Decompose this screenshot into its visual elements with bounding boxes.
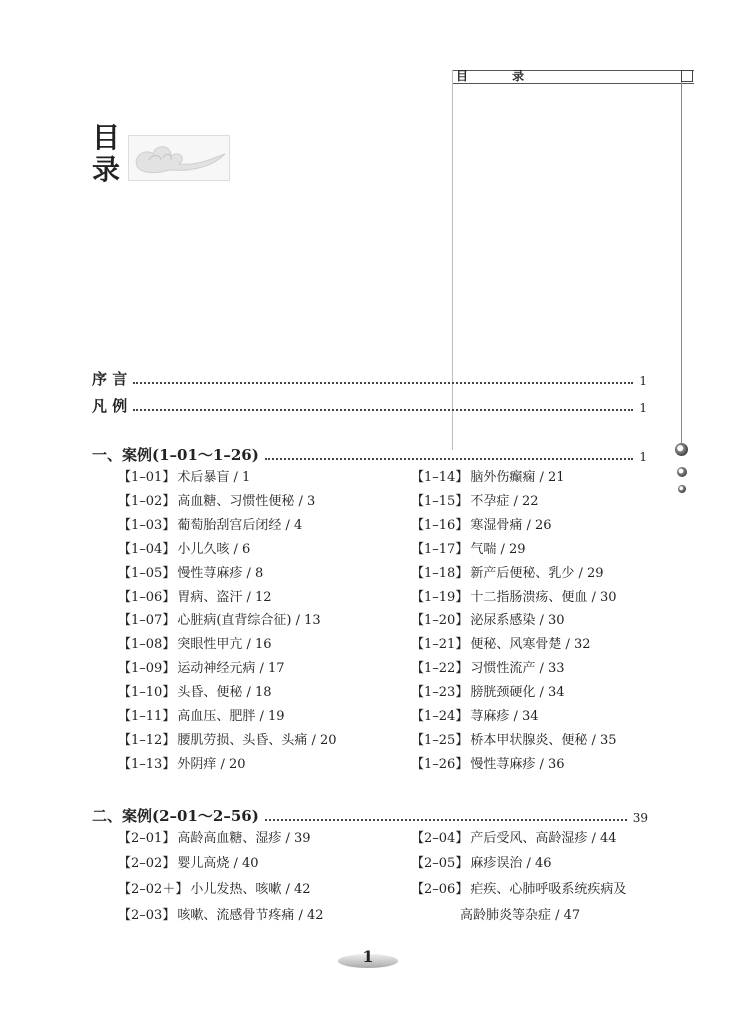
entry-code: 【1–25】 [411, 733, 469, 748]
toc-notes-page: 1 [639, 401, 647, 415]
toc-entry[interactable] [411, 494, 539, 510]
toc-entry[interactable] [118, 637, 272, 653]
toc-section2-label: 二、案例(2–01～2–56) [92, 807, 259, 825]
toc-section1-label: 一、案例(1–01～1–26) [92, 446, 259, 464]
toc-entry[interactable] [118, 757, 246, 773]
entry-title: 高血压、肥胖 / 19 [177, 709, 285, 724]
entry-code: 【1–08】 [118, 637, 176, 652]
entry-code: 【1–05】 [118, 566, 176, 581]
toc-entry[interactable] [118, 542, 250, 558]
entry-code: 【1–14】 [411, 470, 469, 485]
decor-dot-small [678, 485, 686, 493]
running-header: 目 录 [456, 69, 545, 83]
toc-entry[interactable] [118, 733, 337, 749]
toc-entry[interactable] [411, 856, 552, 872]
entry-title: 高龄高血糖、湿疹 / 39 [177, 831, 311, 846]
entry-title: 寒湿骨痛 / 26 [470, 518, 552, 533]
entry-title: 突眼性甲亢 / 16 [177, 637, 272, 652]
toc-entry[interactable] [411, 733, 617, 749]
entry-code: 【2–02】 [118, 856, 176, 871]
toc-section1-page: 1 [639, 450, 647, 464]
toc-entry-continuation[interactable] [458, 908, 580, 924]
entry-code: 【1–10】 [118, 685, 176, 700]
page-title-line2: 录 [92, 153, 121, 186]
decor-dot-medium [677, 467, 687, 477]
entry-code: 【2–03】 [118, 908, 176, 923]
toc-entry[interactable] [118, 882, 311, 898]
toc-entry[interactable] [411, 470, 565, 486]
entry-code: 【1–20】 [411, 613, 469, 628]
entry-code: 【2–01】 [118, 831, 176, 846]
entry-title: 运动神经元病 / 17 [177, 661, 285, 676]
decor-dot-large [675, 443, 688, 456]
entry-code: 【1–11】 [118, 709, 176, 724]
entry-title: 脑外伤癫痫 / 21 [470, 470, 565, 485]
header-frame-left [452, 70, 453, 450]
toc-entry[interactable] [118, 590, 272, 606]
toc-preface[interactable] [92, 367, 647, 389]
toc-section1[interactable] [92, 443, 647, 465]
entry-title: 小儿发热、咳嗽 / 42 [190, 882, 311, 897]
entry-code: 【2–02＋】 [118, 882, 189, 897]
entry-title: 头昏、便秘 / 18 [177, 685, 272, 700]
entry-code: 【1–19】 [411, 590, 469, 605]
entry-code: 【1–22】 [411, 661, 469, 676]
entry-title: 膀胱颈硬化 / 34 [470, 685, 565, 700]
entry-title: 术后暴盲 / 1 [177, 470, 251, 485]
entry-title: 不孕症 / 22 [470, 494, 539, 509]
toc-preface-label: 序 言 [92, 370, 128, 388]
entry-code: 【1–09】 [118, 661, 176, 676]
entry-title: 气喘 / 29 [470, 542, 526, 557]
toc-entry[interactable] [411, 637, 591, 653]
cloud-ornament [128, 135, 230, 181]
toc-entry[interactable] [118, 470, 250, 486]
toc-entry[interactable] [411, 518, 552, 534]
entry-title: 荨麻疹 / 34 [470, 709, 539, 724]
toc-entry[interactable] [411, 709, 539, 725]
entry-code: 【1–24】 [411, 709, 469, 724]
toc-entry[interactable] [411, 661, 565, 677]
entry-code: 【1–16】 [411, 518, 469, 533]
toc-entry[interactable] [411, 882, 626, 898]
entry-title: 腰肌劳损、头昏、头痛 / 20 [177, 733, 337, 748]
entry-title: 疟疾、心肺呼吸系统疾病及 [470, 882, 627, 897]
entry-title: 葡萄胎刮宫后闭经 / 4 [177, 518, 303, 533]
page-number: 1 [362, 947, 374, 966]
entry-title: 麻疹误治 / 46 [470, 856, 552, 871]
toc-entry[interactable] [118, 908, 324, 924]
entry-title: 小儿久咳 / 6 [177, 542, 251, 557]
entry-title: 桥本甲状腺炎、便秘 / 35 [470, 733, 617, 748]
toc-notes-label: 凡 例 [92, 397, 128, 415]
toc-entry[interactable] [118, 856, 259, 872]
toc-entry[interactable] [118, 661, 285, 677]
toc-entry[interactable] [411, 590, 617, 606]
entry-code: 【2–06】 [411, 882, 469, 897]
toc-entry[interactable] [118, 566, 263, 582]
page-title-line1: 目 [92, 121, 121, 154]
entry-code: 【1–06】 [118, 590, 176, 605]
toc-entry[interactable] [118, 709, 285, 725]
toc-leader-dots [265, 458, 634, 460]
header-frame-right [681, 70, 682, 450]
entry-code: 【1–15】 [411, 494, 469, 509]
header-corner-square [681, 70, 693, 82]
entry-code: 【1–07】 [118, 613, 176, 628]
entry-code: 【1–17】 [411, 542, 469, 557]
entry-title: 泌尿系感染 / 30 [470, 613, 565, 628]
entry-code: 【2–05】 [411, 856, 469, 871]
entry-title: 胃病、盗汗 / 12 [177, 590, 272, 605]
toc-entry[interactable] [411, 542, 526, 558]
toc-entry[interactable] [411, 757, 565, 773]
entry-title: 产后受风、高龄湿疹 / 44 [470, 831, 617, 846]
page-title [92, 122, 122, 186]
toc-notes[interactable] [92, 394, 647, 416]
entry-code: 【1–13】 [118, 757, 176, 772]
entry-title: 高龄肺炎等杂症 / 47 [460, 908, 581, 923]
entry-title: 习惯性流产 / 33 [470, 661, 565, 676]
toc-entry[interactable] [411, 685, 565, 701]
entry-code: 【1–01】 [118, 470, 176, 485]
toc-entry[interactable] [411, 831, 617, 847]
entry-code: 【1–21】 [411, 637, 469, 652]
entry-code: 【1–12】 [118, 733, 176, 748]
toc-leader-dots [265, 819, 627, 821]
entry-title: 外阴痒 / 20 [177, 757, 246, 772]
entry-title: 十二指肠溃疡、便血 / 30 [470, 590, 617, 605]
cloud-ornament-graphic [129, 136, 229, 180]
toc-leader-dots [133, 409, 633, 411]
toc-entry[interactable] [118, 494, 315, 510]
toc-entry[interactable] [411, 613, 565, 629]
entry-title: 便秘、风寒骨楚 / 32 [470, 637, 591, 652]
entry-title: 慢性荨麻疹 / 36 [470, 757, 565, 772]
entry-code: 【1–02】 [118, 494, 176, 509]
entry-code: 【1–18】 [411, 566, 469, 581]
entry-code: 【1–03】 [118, 518, 176, 533]
entry-title: 心脏病(直背综合征) / 13 [177, 613, 321, 628]
entry-code: 【1–04】 [118, 542, 176, 557]
entry-title: 新产后便秘、乳少 / 29 [470, 566, 604, 581]
toc-section2-page: 39 [632, 811, 648, 825]
entry-code: 【1–26】 [411, 757, 469, 772]
toc-entry[interactable] [118, 685, 272, 701]
entry-title: 高血糖、习惯性便秘 / 3 [177, 494, 316, 509]
toc-entry[interactable] [118, 613, 321, 629]
toc-entry[interactable] [411, 566, 604, 582]
toc-section2[interactable] [92, 804, 648, 826]
toc-entry[interactable] [118, 831, 311, 847]
entry-title: 婴儿高烧 / 40 [177, 856, 259, 871]
toc-leader-dots [133, 382, 633, 384]
entry-title: 咳嗽、流感骨节疼痛 / 42 [177, 908, 324, 923]
toc-preface-page: 1 [639, 374, 647, 388]
entry-code: 【1–23】 [411, 685, 469, 700]
toc-entry[interactable] [118, 518, 302, 534]
entry-title: 慢性荨麻疹 / 8 [177, 566, 264, 581]
entry-code: 【2–04】 [411, 831, 469, 846]
